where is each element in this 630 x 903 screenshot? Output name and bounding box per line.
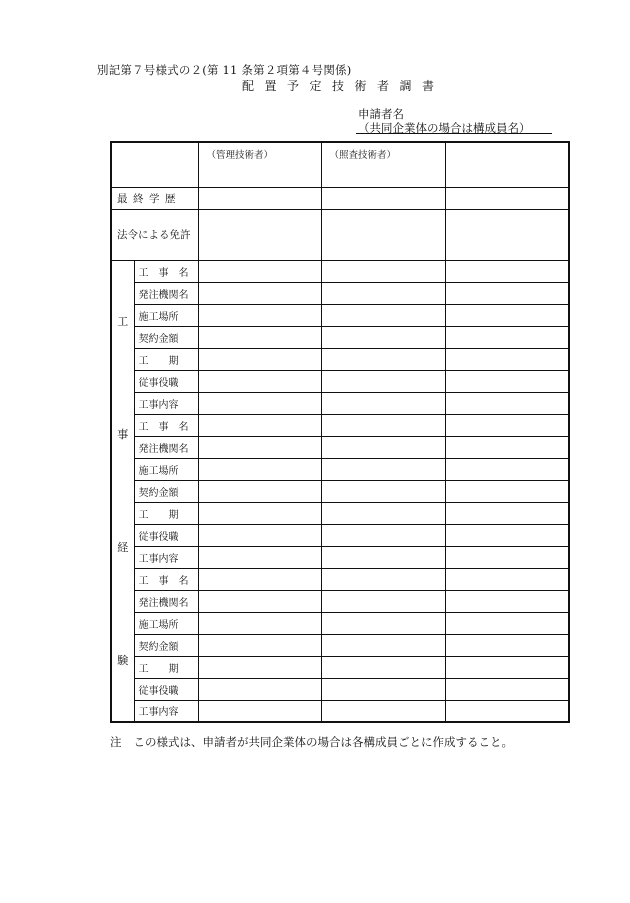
project-field-cell[interactable]	[445, 612, 569, 634]
experience-row	[111, 612, 569, 634]
project-field-label: 工事内容	[134, 392, 198, 414]
project-field-cell[interactable]	[445, 370, 569, 392]
experience-row	[111, 656, 569, 678]
project-field-cell[interactable]	[445, 304, 569, 326]
project-field-cell[interactable]	[445, 282, 569, 304]
project-field-cell[interactable]	[321, 282, 445, 304]
footnote-mark: 注	[110, 735, 122, 749]
project-field-cell[interactable]	[321, 678, 445, 700]
project-field-label: 契約金額	[134, 480, 198, 502]
project-field-cell[interactable]	[198, 436, 321, 458]
experience-char: 験	[117, 654, 129, 668]
staff-table	[110, 141, 570, 723]
experience-row	[111, 546, 569, 568]
project-field-cell[interactable]	[321, 348, 445, 370]
project-field-cell[interactable]	[445, 458, 569, 480]
project-field-cell[interactable]	[198, 414, 321, 436]
project-field-cell[interactable]	[321, 700, 445, 722]
project-field-label: 工 事 名	[134, 260, 198, 282]
experience-char: 事	[117, 428, 129, 442]
license-cell[interactable]	[198, 209, 321, 260]
project-field-label: 施工場所	[134, 458, 198, 480]
project-field-cell[interactable]	[445, 414, 569, 436]
project-field-cell[interactable]	[445, 678, 569, 700]
experience-row	[111, 590, 569, 612]
project-field-cell[interactable]	[445, 326, 569, 348]
project-field-cell[interactable]	[445, 524, 569, 546]
experience-row	[111, 392, 569, 414]
license-cell[interactable]	[445, 209, 569, 260]
project-field-cell[interactable]	[198, 502, 321, 524]
project-field-cell[interactable]	[445, 392, 569, 414]
project-field-cell[interactable]	[198, 326, 321, 348]
header-manager: （管理技術者）	[198, 142, 321, 187]
project-field-cell[interactable]	[445, 480, 569, 502]
project-field-label: 工事内容	[134, 546, 198, 568]
project-field-cell[interactable]	[321, 568, 445, 590]
project-field-label: 発注機関名	[134, 436, 198, 458]
project-field-cell[interactable]	[321, 326, 445, 348]
project-field-cell[interactable]	[321, 392, 445, 414]
project-field-cell[interactable]	[198, 370, 321, 392]
project-field-cell[interactable]	[198, 546, 321, 568]
experience-row	[111, 304, 569, 326]
project-field-label: 施工場所	[134, 612, 198, 634]
project-field-label: 工 事 名	[134, 414, 198, 436]
project-field-cell[interactable]	[321, 502, 445, 524]
project-field-cell[interactable]	[321, 304, 445, 326]
experience-row	[111, 480, 569, 502]
project-field-label: 工 事 名	[134, 568, 198, 590]
project-field-cell[interactable]	[445, 546, 569, 568]
project-field-cell[interactable]	[198, 634, 321, 656]
project-field-label: 従事役職	[134, 370, 198, 392]
project-field-cell[interactable]	[198, 656, 321, 678]
project-field-cell[interactable]	[198, 304, 321, 326]
experience-row	[111, 634, 569, 656]
education-cell[interactable]	[198, 187, 321, 209]
header-blank-cell	[111, 142, 198, 187]
license-row	[111, 209, 569, 260]
project-field-cell[interactable]	[445, 634, 569, 656]
license-label: 法令による免許	[111, 209, 198, 260]
project-field-cell[interactable]	[445, 568, 569, 590]
header-row	[111, 142, 569, 187]
project-field-cell[interactable]	[445, 590, 569, 612]
project-field-cell[interactable]	[445, 260, 569, 282]
experience-row	[111, 524, 569, 546]
project-field-cell[interactable]	[445, 348, 569, 370]
project-field-cell[interactable]	[198, 480, 321, 502]
project-field-label: 従事役職	[134, 524, 198, 546]
project-field-label: 発注機関名	[134, 282, 198, 304]
project-field-cell[interactable]	[445, 700, 569, 722]
project-field-cell[interactable]	[198, 524, 321, 546]
project-field-cell[interactable]	[321, 634, 445, 656]
project-field-cell[interactable]	[198, 348, 321, 370]
project-field-cell[interactable]	[445, 436, 569, 458]
experience-row	[111, 568, 569, 590]
experience-row	[111, 502, 569, 524]
project-field-cell[interactable]	[198, 392, 321, 414]
project-field-cell[interactable]	[321, 524, 445, 546]
experience-row	[111, 700, 569, 722]
applicant-label: 申請者名	[358, 107, 404, 121]
form-reference: 別記第７号様式の２(第 11 条第２項第４号関係)	[97, 63, 352, 77]
project-field-cell[interactable]	[198, 612, 321, 634]
education-cell[interactable]	[321, 187, 445, 209]
education-cell[interactable]	[445, 187, 569, 209]
project-field-label: 施工場所	[134, 304, 198, 326]
project-field-label: 発注機関名	[134, 590, 198, 612]
experience-row	[111, 436, 569, 458]
experience-row	[111, 282, 569, 304]
project-field-cell[interactable]	[321, 458, 445, 480]
project-field-cell[interactable]	[198, 678, 321, 700]
project-field-cell[interactable]	[198, 458, 321, 480]
project-field-label: 工 期	[134, 348, 198, 370]
project-field-label: 契約金額	[134, 634, 198, 656]
applicant-underline	[356, 133, 552, 134]
page-title: 配置予定技術者調書	[242, 79, 445, 93]
project-field-label: 工事内容	[134, 700, 198, 722]
footnote-text: この様式は、申請者が共同企業体の場合は各構成員ごとに作成すること。	[133, 735, 513, 749]
project-field-cell[interactable]	[321, 414, 445, 436]
experience-row	[111, 260, 569, 282]
experience-row	[111, 370, 569, 392]
experience-char: 経	[117, 541, 129, 555]
project-field-cell[interactable]	[198, 282, 321, 304]
project-field-cell[interactable]	[198, 260, 321, 282]
project-field-label: 工 期	[134, 502, 198, 524]
project-field-cell[interactable]	[445, 656, 569, 678]
experience-row	[111, 348, 569, 370]
header-extra[interactable]	[445, 142, 569, 187]
project-field-cell[interactable]	[321, 546, 445, 568]
experience-row	[111, 414, 569, 436]
experience-row	[111, 326, 569, 348]
project-field-label: 従事役職	[134, 678, 198, 700]
project-field-cell[interactable]	[198, 568, 321, 590]
project-field-cell[interactable]	[321, 480, 445, 502]
education-row	[111, 187, 569, 209]
project-field-cell[interactable]	[321, 436, 445, 458]
project-field-cell[interactable]	[321, 590, 445, 612]
experience-row	[111, 678, 569, 700]
footnote	[110, 734, 513, 750]
project-field-cell[interactable]	[321, 656, 445, 678]
applicant-note: （共同企業体の場合は構成員名）	[358, 121, 531, 135]
education-label: 最終学歴	[111, 187, 198, 209]
project-field-cell[interactable]	[198, 700, 321, 722]
project-field-label: 契約金額	[134, 326, 198, 348]
experience-side-label	[111, 260, 134, 722]
project-field-label: 工 期	[134, 656, 198, 678]
header-reviewer: （照査技術者）	[321, 142, 445, 187]
license-cell[interactable]	[321, 209, 445, 260]
project-field-cell[interactable]	[321, 612, 445, 634]
project-field-cell[interactable]	[198, 590, 321, 612]
experience-char: 工	[117, 315, 129, 329]
experience-row	[111, 458, 569, 480]
project-field-cell[interactable]	[321, 370, 445, 392]
project-field-cell[interactable]	[445, 502, 569, 524]
project-field-cell[interactable]	[321, 260, 445, 282]
